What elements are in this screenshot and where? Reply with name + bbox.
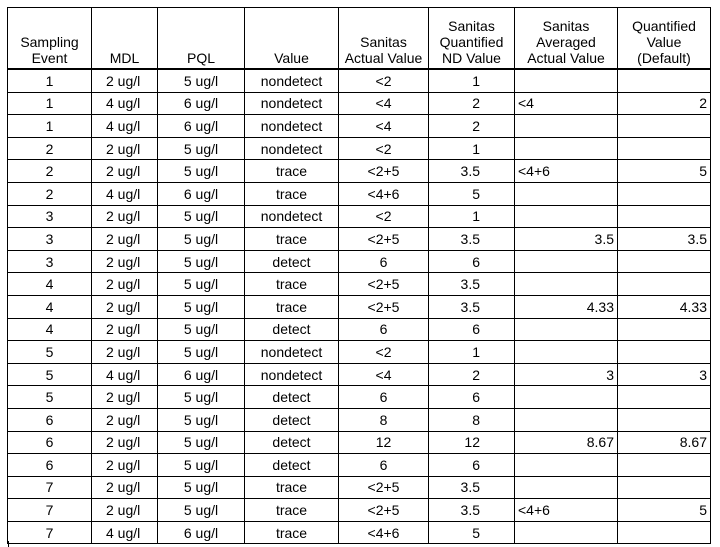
cell-quantified-nd-value: 2 [429,92,515,115]
cell-sanitas-actual-value: <4 [339,363,429,386]
cell-mdl: 2 ug/l [92,318,158,341]
header-row [8,8,711,70]
table-row [8,182,711,205]
cell-value: trace [245,182,339,205]
header-sanitas-averaged-actual-value: Sanitas Averaged Actual Value [515,8,618,70]
cell-averaged-actual-value: 4.33 [515,295,618,318]
cell-quantified-value-default [618,386,711,409]
cell-mdl: 2 ug/l [92,295,158,318]
cell-sanitas-actual-value: 12 [339,431,429,454]
cell-value: detect [245,408,339,431]
cell-value: nondetect [245,137,339,160]
cell-sanitas-actual-value: <2+5 [339,499,429,522]
cell-sampling-event: 5 [8,363,92,386]
cell-averaged-actual-value [515,69,618,92]
cell-value: trace [245,228,339,251]
cell-mdl: 2 ug/l [92,341,158,364]
cell-mdl: 4 ug/l [92,182,158,205]
cell-quantified-nd-value: 3.5 [429,499,515,522]
cell-sanitas-actual-value: <2 [339,137,429,160]
cell-quantified-value-default [618,408,711,431]
cell-averaged-actual-value [515,341,618,364]
cell-value: nondetect [245,363,339,386]
cell-quantified-value-default: 2 [618,92,711,115]
table-row [8,137,711,160]
cell-quantified-value-default [618,476,711,499]
cell-pql: 5 ug/l [158,476,245,499]
header-quantified-value-default: Quantified Value (Default) [618,8,711,70]
cell-averaged-actual-value [515,115,618,138]
cell-mdl: 4 ug/l [92,92,158,115]
cell-mdl: 2 ug/l [92,250,158,273]
cell-quantified-nd-value: 3.5 [429,295,515,318]
cell-pql: 5 ug/l [158,318,245,341]
table-row [8,205,711,228]
cell-averaged-actual-value [515,273,618,296]
table-row [8,69,711,92]
cell-quantified-nd-value: 6 [429,454,515,477]
cell-quantified-value-default: 3.5 [618,228,711,251]
cell-quantified-nd-value: 3.5 [429,476,515,499]
cell-sanitas-actual-value: <2+5 [339,228,429,251]
cell-quantified-value-default [618,273,711,296]
cell-sanitas-actual-value: 6 [339,454,429,477]
header-value: Value [245,8,339,70]
table-row [8,92,711,115]
cell-sanitas-actual-value: <2+5 [339,476,429,499]
cell-pql: 5 ug/l [158,160,245,183]
table-row [8,228,711,251]
cell-mdl: 4 ug/l [92,363,158,386]
cell-averaged-actual-value [515,476,618,499]
header-pql: PQL [158,8,245,70]
cell-sanitas-actual-value: 6 [339,250,429,273]
cell-quantified-nd-value: 5 [429,521,515,544]
cell-mdl: 4 ug/l [92,521,158,544]
header-sampling-event: Sampling Event [8,8,92,70]
cell-sampling-event: 6 [8,454,92,477]
cell-value: detect [245,250,339,273]
cell-mdl: 2 ug/l [92,499,158,522]
cell-pql: 6 ug/l [158,92,245,115]
cell-quantified-value-default: 3 [618,363,711,386]
cell-sampling-event: 7 [8,476,92,499]
cell-quantified-value-default [618,182,711,205]
cell-pql: 5 ug/l [158,454,245,477]
cell-sampling-event: 7 [8,521,92,544]
cell-quantified-nd-value: 1 [429,205,515,228]
cell-value: trace [245,521,339,544]
table-row [8,431,711,454]
cell-pql: 5 ug/l [158,228,245,251]
cell-quantified-nd-value: 1 [429,341,515,364]
cell-sanitas-actual-value: <2+5 [339,295,429,318]
table-row [8,295,711,318]
cell-averaged-actual-value [515,318,618,341]
cell-averaged-actual-value [515,137,618,160]
cell-value: detect [245,318,339,341]
cell-sampling-event: 4 [8,273,92,296]
cell-averaged-actual-value [515,205,618,228]
cell-quantified-nd-value: 3.5 [429,160,515,183]
table-row [8,408,711,431]
cell-quantified-value-default [618,318,711,341]
cell-sampling-event: 4 [8,318,92,341]
cell-sanitas-actual-value: 6 [339,386,429,409]
cell-sampling-event: 6 [8,408,92,431]
cell-pql: 5 ug/l [158,295,245,318]
cell-quantified-nd-value: 2 [429,363,515,386]
header-sanitas-actual-value: Sanitas Actual Value [339,8,429,70]
sampling-data-table [7,7,711,544]
cell-pql: 5 ug/l [158,386,245,409]
cell-sanitas-actual-value: <2 [339,69,429,92]
cell-sampling-event: 2 [8,137,92,160]
cell-quantified-value-default [618,115,711,138]
cell-mdl: 2 ug/l [92,273,158,296]
cell-quantified-value-default [618,521,711,544]
cell-sanitas-actual-value: <4 [339,92,429,115]
cell-edge-mark [8,541,9,547]
table-row [8,160,711,183]
cell-quantified-nd-value: 3.5 [429,273,515,296]
cell-value: nondetect [245,205,339,228]
cell-sampling-event: 2 [8,160,92,183]
cell-mdl: 2 ug/l [92,386,158,409]
cell-pql: 5 ug/l [158,273,245,296]
cell-mdl: 2 ug/l [92,205,158,228]
cell-sanitas-actual-value: 6 [339,318,429,341]
cell-sanitas-actual-value: 8 [339,408,429,431]
cell-pql: 6 ug/l [158,363,245,386]
cell-sanitas-actual-value: <2 [339,205,429,228]
cell-mdl: 2 ug/l [92,69,158,92]
cell-averaged-actual-value: <4+6 [515,160,618,183]
cell-mdl: 2 ug/l [92,160,158,183]
cell-quantified-nd-value: 12 [429,431,515,454]
cell-mdl: 2 ug/l [92,137,158,160]
cell-quantified-nd-value: 1 [429,137,515,160]
cell-sampling-event: 1 [8,115,92,138]
table-row [8,115,711,138]
cell-mdl: 2 ug/l [92,228,158,251]
cell-sampling-event: 3 [8,205,92,228]
cell-pql: 6 ug/l [158,182,245,205]
cell-pql: 5 ug/l [158,499,245,522]
cell-sampling-event: 1 [8,92,92,115]
cell-sampling-event: 4 [8,295,92,318]
cell-pql: 5 ug/l [158,69,245,92]
cell-sanitas-actual-value: <2+5 [339,160,429,183]
cell-pql: 5 ug/l [158,137,245,160]
cell-averaged-actual-value [515,250,618,273]
cell-sampling-event: 7 [8,499,92,522]
cell-mdl: 2 ug/l [92,431,158,454]
cell-value: detect [245,386,339,409]
table-row [8,386,711,409]
cell-sampling-event: 5 [8,341,92,364]
cell-quantified-value-default: 5 [618,499,711,522]
cell-quantified-value-default [618,341,711,364]
cell-quantified-nd-value: 1 [429,69,515,92]
cell-mdl: 4 ug/l [92,115,158,138]
cell-quantified-nd-value: 2 [429,115,515,138]
cell-averaged-actual-value: 8.67 [515,431,618,454]
cell-averaged-actual-value: <4 [515,92,618,115]
cell-sanitas-actual-value: <4 [339,115,429,138]
cell-value: nondetect [245,115,339,138]
table-row [8,499,711,522]
cell-sanitas-actual-value: <2 [339,341,429,364]
cell-value: detect [245,431,339,454]
cell-quantified-value-default [618,250,711,273]
cell-averaged-actual-value: <4+6 [515,499,618,522]
cell-pql: 5 ug/l [158,205,245,228]
header-sanitas-quantified-nd-value: Sanitas Quantified ND Value [429,8,515,70]
cell-sampling-event: 1 [8,69,92,92]
cell-quantified-nd-value: 6 [429,318,515,341]
cell-averaged-actual-value: 3.5 [515,228,618,251]
table-row [8,318,711,341]
cell-averaged-actual-value [515,182,618,205]
cell-mdl: 2 ug/l [92,476,158,499]
cell-averaged-actual-value [515,386,618,409]
cell-value: trace [245,295,339,318]
table-row [8,521,711,544]
cell-sampling-event: 5 [8,386,92,409]
cell-pql: 6 ug/l [158,115,245,138]
cell-quantified-value-default [618,205,711,228]
cell-value: trace [245,476,339,499]
cell-averaged-actual-value [515,454,618,477]
cell-sanitas-actual-value: <4+6 [339,182,429,205]
cell-value: nondetect [245,92,339,115]
table-row [8,476,711,499]
header-mdl: MDL [92,8,158,70]
cell-sampling-event: 3 [8,250,92,273]
cell-pql: 5 ug/l [158,250,245,273]
cell-value: nondetect [245,341,339,364]
cell-quantified-nd-value: 5 [429,182,515,205]
cell-quantified-value-default: 4.33 [618,295,711,318]
table-row [8,341,711,364]
cell-sampling-event: 2 [8,182,92,205]
cell-averaged-actual-value [515,521,618,544]
cell-quantified-value-default [618,69,711,92]
cell-averaged-actual-value [515,408,618,431]
cell-value: trace [245,499,339,522]
cell-sanitas-actual-value: <4+6 [339,521,429,544]
table-row [8,363,711,386]
cell-pql: 5 ug/l [158,431,245,454]
cell-sanitas-actual-value: <2+5 [339,273,429,296]
cell-quantified-nd-value: 8 [429,408,515,431]
cell-mdl: 2 ug/l [92,408,158,431]
cell-quantified-nd-value: 3.5 [429,228,515,251]
cell-averaged-actual-value: 3 [515,363,618,386]
cell-value: trace [245,160,339,183]
cell-quantified-value-default: 5 [618,160,711,183]
cell-quantified-nd-value: 6 [429,250,515,273]
cell-pql: 5 ug/l [158,408,245,431]
cell-quantified-value-default [618,454,711,477]
cell-value: detect [245,454,339,477]
cell-quantified-nd-value: 6 [429,386,515,409]
cell-sampling-event: 6 [8,431,92,454]
cell-quantified-value-default: 8.67 [618,431,711,454]
cell-value: nondetect [245,69,339,92]
table-row [8,273,711,296]
cell-value: trace [245,273,339,296]
cell-sampling-event: 3 [8,228,92,251]
cell-pql: 5 ug/l [158,341,245,364]
table-row [8,250,711,273]
cell-pql: 6 ug/l [158,521,245,544]
cell-quantified-value-default [618,137,711,160]
cell-mdl: 2 ug/l [92,454,158,477]
table-row [8,454,711,477]
